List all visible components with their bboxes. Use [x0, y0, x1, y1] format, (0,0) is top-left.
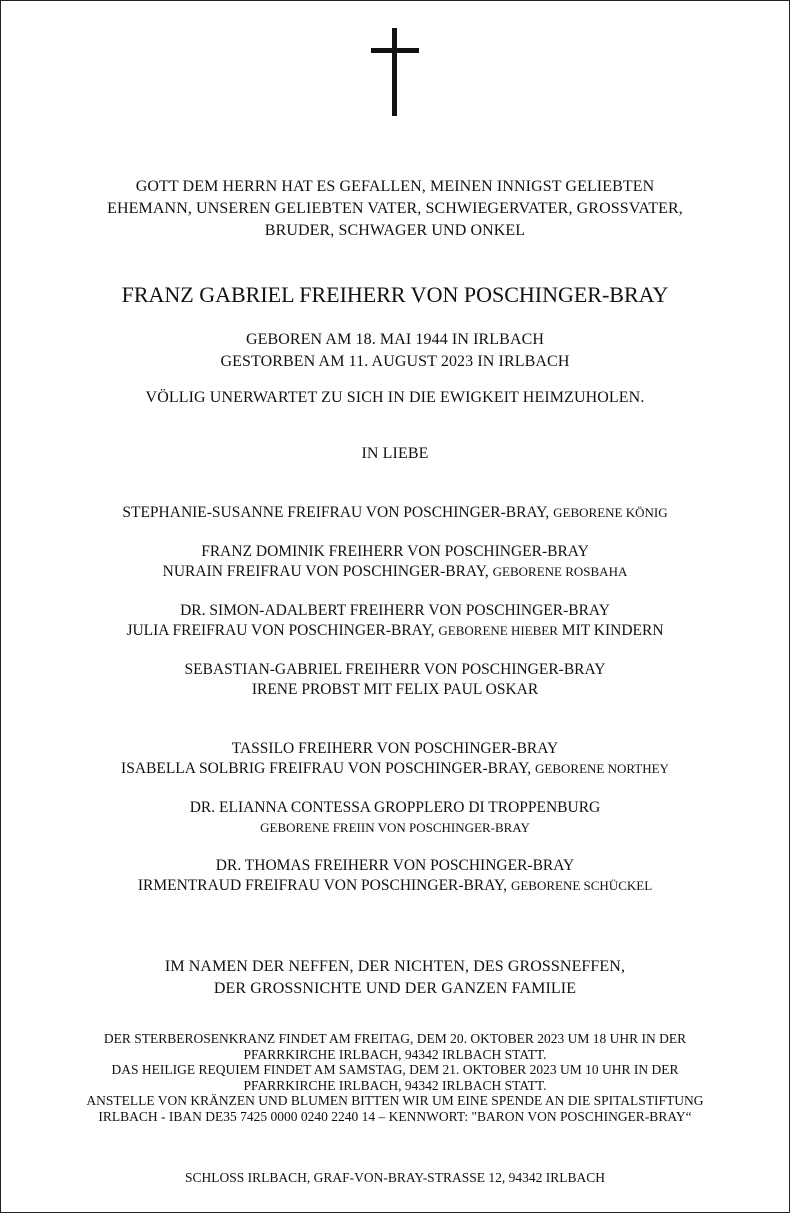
service-info: [1, 1031, 789, 1125]
mourner-line: SEBASTIAN-GABRIEL FREIHERR VON POSCHINGER-BRAY: [184, 661, 606, 678]
family-line: IM NAMEN DER NEFFEN, DER NICHTEN, DES GROSSNEFFEN,: [164, 958, 626, 975]
mourner-line: IRENE PROBST MIT FELIX PAUL OSKAR: [251, 681, 539, 698]
mourner-line: DR. SIMON-ADALBERT FREIHERR VON POSCHINGER-BRAY: [180, 602, 610, 619]
family-line: DER GROSSNICHTE UND DER GANZEN FAMILIE: [213, 980, 577, 997]
cross-icon: [371, 28, 419, 116]
mourner-group: [1, 601, 789, 641]
mourner-line: ISABELLA SOLBRIG FREIFRAU VON POSCHINGER-BRAY, GEBORENE NORTHEY: [121, 760, 669, 777]
intro-text: [1, 176, 789, 242]
family-text: [1, 956, 789, 1000]
mourner-group: [1, 739, 789, 779]
mourner-group: [1, 856, 789, 896]
info-line: IRLBACH - IBAN DE35 7425 0000 0240 2240 14 – KENNWORT: "BARON VON POSCHINGER-BRAY“: [98, 1108, 692, 1124]
in-liebe: IN LIEBE: [361, 445, 429, 462]
mourner-line: DR. ELIANNA CONTESSA GROPPLERO DI TROPPENBURG: [189, 799, 601, 816]
mourner-line: STEPHANIE-SUSANNE FREIFRAU VON POSCHINGER-BRAY, GEBORENE KÖNIG: [122, 504, 668, 521]
info-line: DER STERBEROSENKRANZ FINDET AM FREITAG, DEM 20. OKTOBER 2023 UM 18 UHR IN DER: [103, 1031, 687, 1046]
closing-line: VÖLLIG UNERWARTET ZU SICH IN DIE EWIGKEIT HEIMZUHOLEN.: [145, 389, 645, 406]
mourner-group: [1, 503, 789, 523]
life-dates: [1, 329, 789, 373]
mourner-line: TASSILO FREIHERR VON POSCHINGER-BRAY: [231, 740, 559, 757]
intro-line: EHEMANN, UNSEREN GELIEBTEN VATER, SCHWIEGERVATER, GROSSVATER,: [107, 200, 683, 217]
mourner-line: FRANZ DOMINIK FREIHERR VON POSCHINGER-BRAY: [201, 543, 589, 560]
deceased-name: FRANZ GABRIEL FREIHERR VON POSCHINGER-BRAY: [121, 282, 669, 307]
mourner-group: [1, 660, 789, 700]
mourner-line: DR. THOMAS FREIHERR VON POSCHINGER-BRAY: [215, 857, 575, 874]
death-line: GESTORBEN AM 11. AUGUST 2023 IN IRLBACH: [220, 353, 570, 370]
intro-line: BRUDER, SCHWAGER UND ONKEL: [264, 222, 526, 239]
info-line: PFARRKIRCHE IRLBACH, 94342 IRLBACH STATT.: [243, 1046, 547, 1062]
address: SCHLOSS IRLBACH, GRAF-VON-BRAY-STRASSE 12, 94342 IRLBACH: [185, 1170, 605, 1185]
intro-line: GOTT DEM HERRN HAT ES GEFALLEN, MEINEN INNIGST GELIEBTEN: [135, 178, 655, 195]
mourner-group: [1, 542, 789, 582]
mourner-line: IRMENTRAUD FREIFRAU VON POSCHINGER-BRAY, GEBORENE SCHÜCKEL: [137, 877, 653, 894]
mourner-line: JULIA FREIFRAU VON POSCHINGER-BRAY, GEBORENE HIEBER MIT KINDERN: [126, 622, 664, 639]
birth-line: GEBOREN AM 18. MAI 1944 IN IRLBACH: [245, 331, 545, 348]
info-line: ANSTELLE VON KRÄNZEN UND BLUMEN BITTEN WIR UM EINE SPENDE AN DIE SPITALSTIFTUNG: [86, 1093, 704, 1109]
mourner-line: GEBORENE FREIIN VON POSCHINGER-BRAY: [260, 820, 530, 835]
mourner-group: [1, 798, 789, 838]
info-line: DAS HEILIGE REQUIEM FINDET AM SAMSTAG, DEM 21. OKTOBER 2023 UM 10 UHR IN DER: [111, 1062, 679, 1078]
info-line: PFARRKIRCHE IRLBACH, 94342 IRLBACH STATT.: [243, 1077, 547, 1093]
mourner-line: NURAIN FREIFRAU VON POSCHINGER-BRAY, GEBORENE ROSBAHA: [162, 563, 628, 580]
